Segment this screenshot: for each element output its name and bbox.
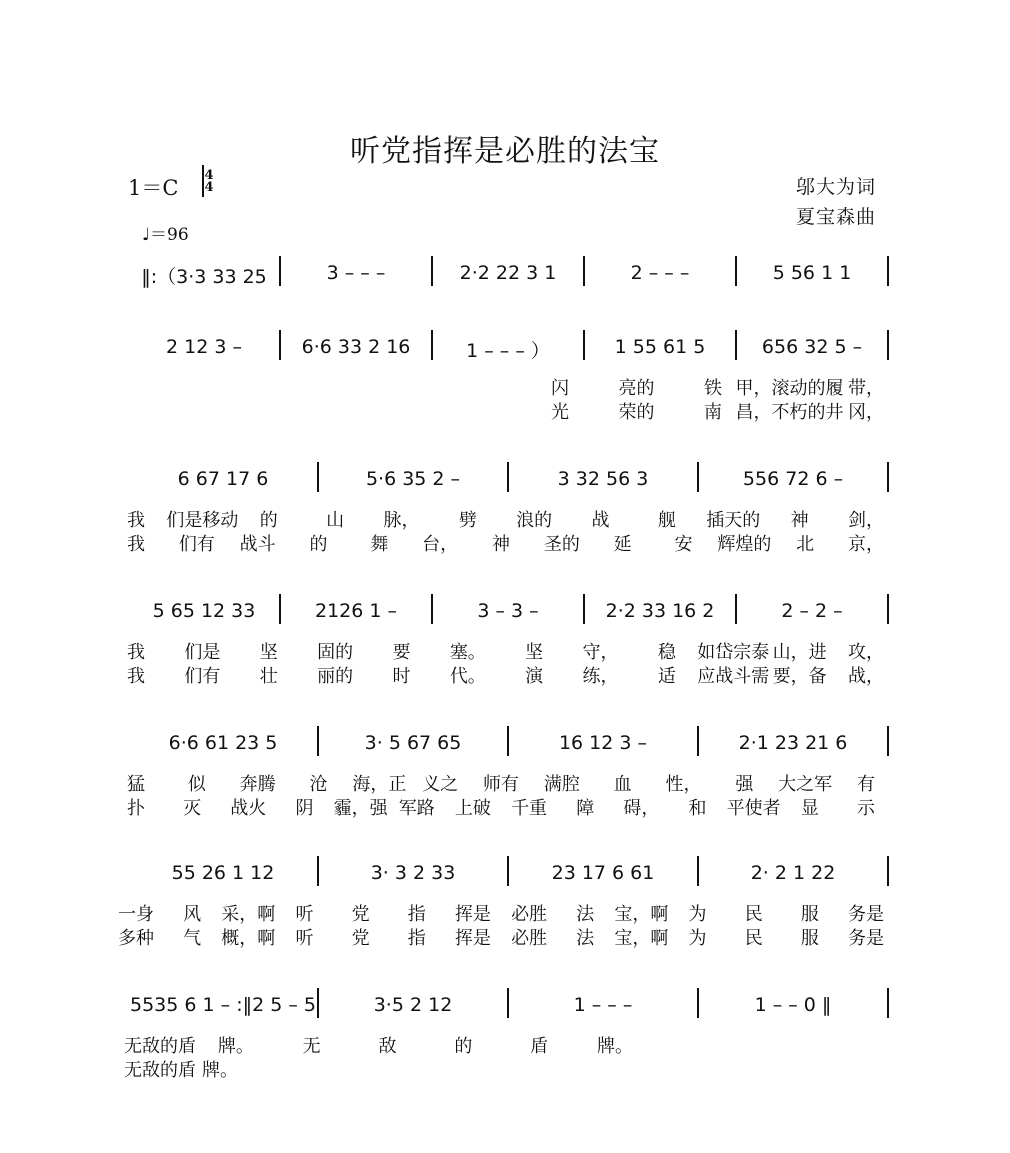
lyric-syllable: 带，	[848, 378, 884, 399]
lyric-syllable: 军路	[398, 798, 435, 819]
measure: 6·6 61 23 5	[168, 732, 278, 754]
bar-line	[583, 330, 585, 360]
lyric-syllable: 灭	[183, 798, 202, 819]
bar-line	[697, 856, 699, 886]
bar-line	[431, 256, 433, 286]
lyric-syllable: 概，啊	[221, 928, 276, 949]
bar-line	[735, 594, 737, 624]
bar-line	[887, 594, 889, 624]
lyric-syllable: 圣的	[543, 534, 580, 555]
measure: 3· 3 2 33	[370, 862, 456, 884]
bar-line	[507, 462, 509, 492]
lyric-syllable: 适	[657, 666, 676, 687]
lyric-syllable: 盾	[530, 1036, 549, 1057]
lyric-syllable: 山	[326, 510, 345, 531]
lyric-syllable: 代。	[449, 666, 486, 687]
bar-line	[279, 594, 281, 624]
lyric-syllable: 挥是	[454, 928, 491, 949]
lyrics-line	[0, 924, 1010, 949]
measure: 3 – 3 –	[477, 600, 539, 622]
bar-line	[735, 256, 737, 286]
notation-line	[0, 262, 1010, 302]
lyric-syllable: 壮	[259, 666, 278, 687]
lyric-syllable: 霾，强	[333, 798, 388, 819]
bar-line	[431, 330, 433, 360]
lyric-syllable: 丽的	[317, 666, 354, 687]
lyric-syllable: 的	[309, 534, 328, 555]
lyric-syllable: 守，	[582, 642, 619, 663]
lyrics-line	[0, 638, 1010, 663]
lyrics-line	[0, 530, 1010, 555]
measure: 1 – – –	[573, 994, 633, 1016]
lyric-syllable: 牌。	[217, 1036, 254, 1057]
lyric-syllable: 要	[392, 642, 411, 663]
lyric-syllable: 性，	[665, 774, 702, 795]
lyric-syllable: 无敌的盾	[124, 1036, 196, 1057]
lyric-syllable: 听	[295, 928, 314, 949]
lyric-syllable: 强	[735, 774, 754, 795]
measure: 2·2 22 3 1	[459, 262, 557, 284]
bar-line	[279, 330, 281, 360]
measure: 2 – 2 –	[781, 600, 843, 622]
lyric-syllable: 光	[551, 402, 569, 423]
score-row	[0, 468, 1010, 578]
lyric-syllable: 战斗	[239, 534, 276, 555]
measure: 3·5 2 12	[373, 994, 453, 1016]
lyric-syllable: 无	[302, 1036, 321, 1057]
measure: 556 72 6 –	[742, 468, 844, 490]
lyric-syllable: 多种	[118, 928, 154, 949]
lyric-syllable: 无敌的盾	[124, 1060, 196, 1081]
measure: 1 – – – ）	[466, 340, 550, 362]
lyric-syllable: 满腔	[543, 774, 580, 795]
lyric-syllable: 阴	[295, 798, 314, 819]
lyric-syllable: 战，	[848, 666, 884, 687]
lyric-syllable: 昌，不朽的井	[735, 402, 844, 423]
lyric-syllable: 荣的	[618, 402, 655, 423]
lyric-syllable: 山，进	[772, 642, 827, 663]
lyric-syllable: 和	[688, 798, 707, 819]
score-row	[0, 600, 1010, 710]
lyric-syllable: 铁	[704, 378, 722, 399]
bar-line	[507, 988, 509, 1018]
lyric-syllable: 京，	[848, 534, 884, 555]
lyric-syllable: 师有	[483, 774, 519, 795]
lyrics-line	[0, 506, 1010, 531]
measure: 5 56 1 1	[772, 262, 852, 284]
measure: 2·2 33 16 2	[605, 600, 715, 622]
bar-line	[697, 726, 699, 756]
notation-line	[0, 994, 1010, 1034]
lyricist-credit: 邬大为词	[796, 176, 877, 198]
bar-line	[583, 256, 585, 286]
bar-line	[887, 462, 889, 492]
measure: 6·6 33 2 16	[301, 336, 411, 358]
lyric-syllable: 指	[407, 904, 426, 925]
lyrics-line	[0, 374, 1010, 399]
lyric-syllable: 我	[127, 534, 145, 555]
lyric-syllable: 神	[492, 534, 510, 555]
lyric-syllable: 服	[800, 904, 819, 925]
lyric-syllable: 猛	[127, 774, 145, 795]
lyric-syllable: 延	[613, 534, 632, 555]
lyric-syllable: 示	[857, 798, 875, 819]
lyric-syllable: 民	[744, 928, 763, 949]
measure: 23 17 6 61	[551, 862, 655, 884]
lyric-syllable: 气	[183, 928, 202, 949]
bar-line	[507, 856, 509, 886]
composer-credit: 夏宝森曲	[796, 206, 877, 228]
lyric-syllable: 冈，	[848, 402, 884, 423]
lyric-syllable: 固的	[317, 642, 354, 663]
lyric-syllable: 们是	[184, 642, 221, 663]
lyric-syllable: 牌。	[202, 1060, 238, 1081]
measure: 6 67 17 6	[177, 468, 269, 490]
lyrics-line	[0, 770, 1010, 795]
lyric-syllable: 劈	[458, 510, 477, 531]
measure: 5·6 35 2 –	[365, 468, 461, 490]
lyric-syllable: 法	[576, 904, 595, 925]
lyric-syllable: 插天的	[706, 510, 761, 531]
bar-line	[431, 594, 433, 624]
time-signature	[202, 170, 216, 194]
lyric-syllable: 的	[259, 510, 278, 531]
bar-line	[279, 256, 281, 286]
lyric-syllable: 我	[127, 510, 145, 531]
tempo-marking: ♩＝96	[142, 225, 189, 245]
key-signature: 1＝C	[128, 176, 179, 200]
lyric-syllable: 采，啊	[221, 904, 276, 925]
lyric-syllable: 沧	[309, 774, 328, 795]
lyric-syllable: 亮的	[618, 378, 655, 399]
measure: 3 32 56 3	[557, 468, 649, 490]
lyric-syllable: 辉煌的	[717, 534, 772, 555]
lyric-syllable: 扑	[127, 798, 145, 819]
measure: 1 – – 0 ‖	[754, 994, 832, 1016]
lyric-syllable: 南	[704, 402, 722, 423]
lyrics-line	[0, 398, 1010, 423]
bar-line	[887, 330, 889, 360]
measure: 3 – – –	[326, 262, 386, 284]
lyric-syllable: 们有	[184, 666, 221, 687]
lyric-syllable: 甲，滚动的履	[735, 378, 844, 399]
bar-line	[507, 726, 509, 756]
lyric-syllable: 碍，	[623, 798, 660, 819]
lyric-syllable: 我	[127, 666, 145, 687]
lyric-syllable: 台，	[422, 534, 459, 555]
bar-line	[887, 256, 889, 286]
lyric-syllable: 们有	[178, 534, 215, 555]
lyric-syllable: 海，正	[352, 774, 407, 795]
time-signature-bottom: 4	[204, 180, 214, 195]
lyric-syllable: 宝，啊	[614, 928, 669, 949]
lyric-syllable: 为	[688, 904, 707, 925]
lyric-syllable: 舰	[657, 510, 676, 531]
lyrics-line	[0, 900, 1010, 925]
lyric-syllable: 宝，啊	[614, 904, 669, 925]
lyric-syllable: 舞	[370, 534, 389, 555]
lyric-syllable: 要，备	[772, 666, 827, 687]
lyric-syllable: 一身	[118, 904, 154, 925]
measure: 55 26 1 12	[171, 862, 275, 884]
lyric-syllable: 稳	[657, 642, 676, 663]
lyric-syllable: 风	[183, 904, 202, 925]
lyric-syllable: 听	[295, 904, 314, 925]
measure: 1 55 61 5	[614, 336, 706, 358]
notation-line	[0, 468, 1010, 508]
measure: 2 – – –	[630, 262, 690, 284]
bar-line	[697, 462, 699, 492]
measure: 3· 5 67 65	[364, 732, 462, 754]
lyric-syllable: 显	[800, 798, 819, 819]
bar-line	[317, 856, 319, 886]
bar-line	[317, 988, 319, 1018]
lyric-syllable: 牌。	[597, 1036, 633, 1057]
score-row	[0, 994, 1010, 1104]
lyric-syllable: 务是	[848, 904, 884, 925]
bar-line	[317, 462, 319, 492]
lyric-syllable: 北	[796, 534, 815, 555]
score-row	[0, 732, 1010, 842]
measure: 2· 2 1 22	[750, 862, 836, 884]
lyric-syllable: 党	[351, 904, 370, 925]
bar-line	[887, 726, 889, 756]
measure: 5535 6 1 – :‖2 5 – 5	[130, 994, 316, 1016]
notation-line	[0, 862, 1010, 902]
lyrics-line	[0, 662, 1010, 687]
lyric-syllable: 血	[613, 774, 632, 795]
lyric-syllable: 安	[674, 534, 693, 555]
measure: ‖:（3·3 33 25	[141, 266, 267, 288]
lyric-syllable: 脉，	[383, 510, 420, 531]
lyric-syllable: 服	[800, 928, 819, 949]
lyric-syllable: 大之军	[778, 774, 833, 795]
bar-line	[887, 988, 889, 1018]
bar-line	[887, 856, 889, 886]
lyric-syllable: 奔腾	[239, 774, 276, 795]
measure: 16 12 3 –	[558, 732, 648, 754]
lyric-syllable: 们是移动	[166, 510, 239, 531]
lyric-syllable: 浪的	[516, 510, 553, 531]
lyric-syllable: 时	[392, 666, 411, 687]
measure: 2 12 3 –	[166, 336, 242, 358]
lyric-syllable: 塞。	[449, 642, 486, 663]
lyric-syllable: 必胜	[511, 904, 548, 925]
lyric-syllable: 千重	[511, 798, 548, 819]
measure: 656 32 5 –	[761, 336, 863, 358]
lyric-syllable: 党	[351, 928, 370, 949]
lyric-syllable: 敌	[378, 1036, 397, 1057]
lyric-syllable: 法	[576, 928, 595, 949]
time-signature-top: 4	[204, 168, 214, 183]
bar-line	[317, 726, 319, 756]
measure: 5 65 12 33	[152, 600, 256, 622]
score-row	[0, 336, 1010, 446]
song-title: 听党指挥是必胜的法宝	[350, 134, 660, 169]
bar-line	[697, 988, 699, 1018]
lyrics-line	[0, 1056, 1010, 1081]
lyric-syllable: 战	[591, 510, 610, 531]
lyric-syllable: 似	[187, 774, 206, 795]
notation-line	[0, 336, 1010, 376]
lyric-syllable: 挥是	[454, 904, 491, 925]
lyric-syllable: 为	[688, 928, 707, 949]
lyrics-line	[0, 794, 1010, 819]
lyric-syllable: 攻，	[848, 642, 884, 663]
measure: 2126 1 –	[314, 600, 398, 622]
lyric-syllable: 练，	[582, 666, 619, 687]
lyric-syllable: 战火	[230, 798, 267, 819]
notation-line	[0, 732, 1010, 772]
lyrics-line	[0, 1032, 1010, 1057]
lyric-syllable: 障	[576, 798, 595, 819]
bar-line	[735, 330, 737, 360]
lyric-syllable: 民	[744, 904, 763, 925]
lyric-syllable: 神	[790, 510, 809, 531]
lyric-syllable: 闪	[551, 378, 569, 399]
lyric-syllable: 坚	[259, 642, 278, 663]
lyric-syllable: 上破	[454, 798, 491, 819]
score-row	[0, 862, 1010, 972]
notation-line	[0, 600, 1010, 640]
lyric-syllable: 演	[525, 666, 544, 687]
lyric-syllable: 我	[127, 642, 145, 663]
lyric-syllable: 义之	[422, 774, 459, 795]
lyric-syllable: 必胜	[511, 928, 548, 949]
lyric-syllable: 平使者	[726, 798, 781, 819]
lyric-syllable: 指	[407, 928, 426, 949]
lyric-syllable: 有	[857, 774, 875, 795]
lyric-syllable: 坚	[525, 642, 544, 663]
lyric-syllable: 剑，	[848, 510, 884, 531]
lyric-syllable: 务是	[848, 928, 884, 949]
lyric-syllable: 如岱宗泰	[697, 642, 770, 663]
lyric-syllable: 应战斗需	[697, 666, 770, 687]
bar-line	[583, 594, 585, 624]
lyric-syllable: 的	[454, 1036, 473, 1057]
measure: 2·1 23 21 6	[738, 732, 848, 754]
